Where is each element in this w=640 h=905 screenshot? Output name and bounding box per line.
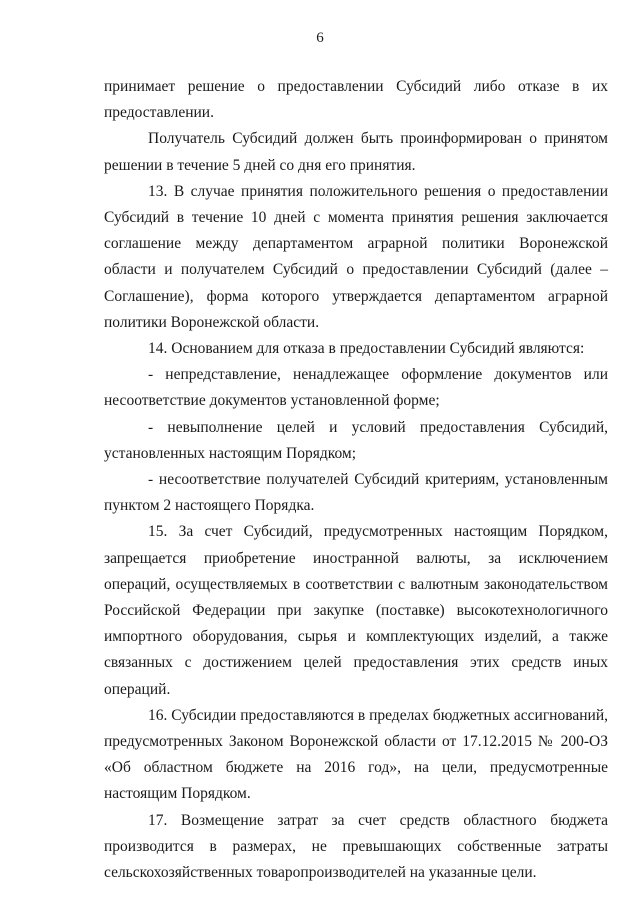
list-item-refusal-conditions: - невыполнение целей и условий предоставления Субсидий, установленных настоящим Порядком; <box>104 418 608 462</box>
list-item-refusal-criteria: - несоответствие получателей Субсидий критериям, установленным пунктом 2 настоящего Порядка. <box>104 471 608 515</box>
paragraph-item-14: 14. Основанием для отказа в предоставлении Субсидий являются: <box>148 340 585 358</box>
paragraph-item-13: 13. В случае принятия положительного решения о предоставлении Субсидий в течение 10 дней с момента принятия решения заключается соглашение между департаментом аграрной политики Воронежской области и получателем Субсидий о предоставлении Субсидий (далее – Соглашение), форма которого утверждается департаментом аграрной политики Воронежской области. <box>104 182 608 331</box>
page-number: 6 <box>316 30 324 46</box>
paragraph-item-17: 17. Возмещение затрат за счет средств областного бюджета производится в размерах, не превышающих собственные затраты сельскохозяйственных товаропроизводителей на указанные цели. <box>104 811 608 882</box>
paragraph-item-15: 15. За счет Субсидий, предусмотренных настоящим Порядком, запрещается приобретение иностранной валюты, за исключением операций, осуществляемых в соответствии с валютным законодательством Российской Федерации при закупке (поставке) высокотехнологичного импортного оборудования, сырья и комплектующих изделий, а также связанных с достижением целей предоставления этих средств иных операций. <box>104 523 608 698</box>
paragraph-recipient-notification: Получатель Субсидий должен быть проинформирован о принятом решении в течение 5 дней со дня его принятия. <box>104 130 608 174</box>
paragraph-item-16: 16. Субсидии предоставляются в пределах бюджетных ассигнований, предусмотренных Законом Воронежской области от 17.12.2015 № 200-ОЗ «Об областном бюджете на 2016 год», на цели, предусмотренные настоящим Порядком. <box>104 706 608 803</box>
list-item-refusal-documents: - непредставление, ненадлежащее оформление документов или несоответствие документов установленной форме; <box>104 366 608 410</box>
paragraph-decision-continuation: принимает решение о предоставлении Субсидий либо отказе в их предоставлении. <box>104 78 608 122</box>
document-body <box>104 74 608 886</box>
